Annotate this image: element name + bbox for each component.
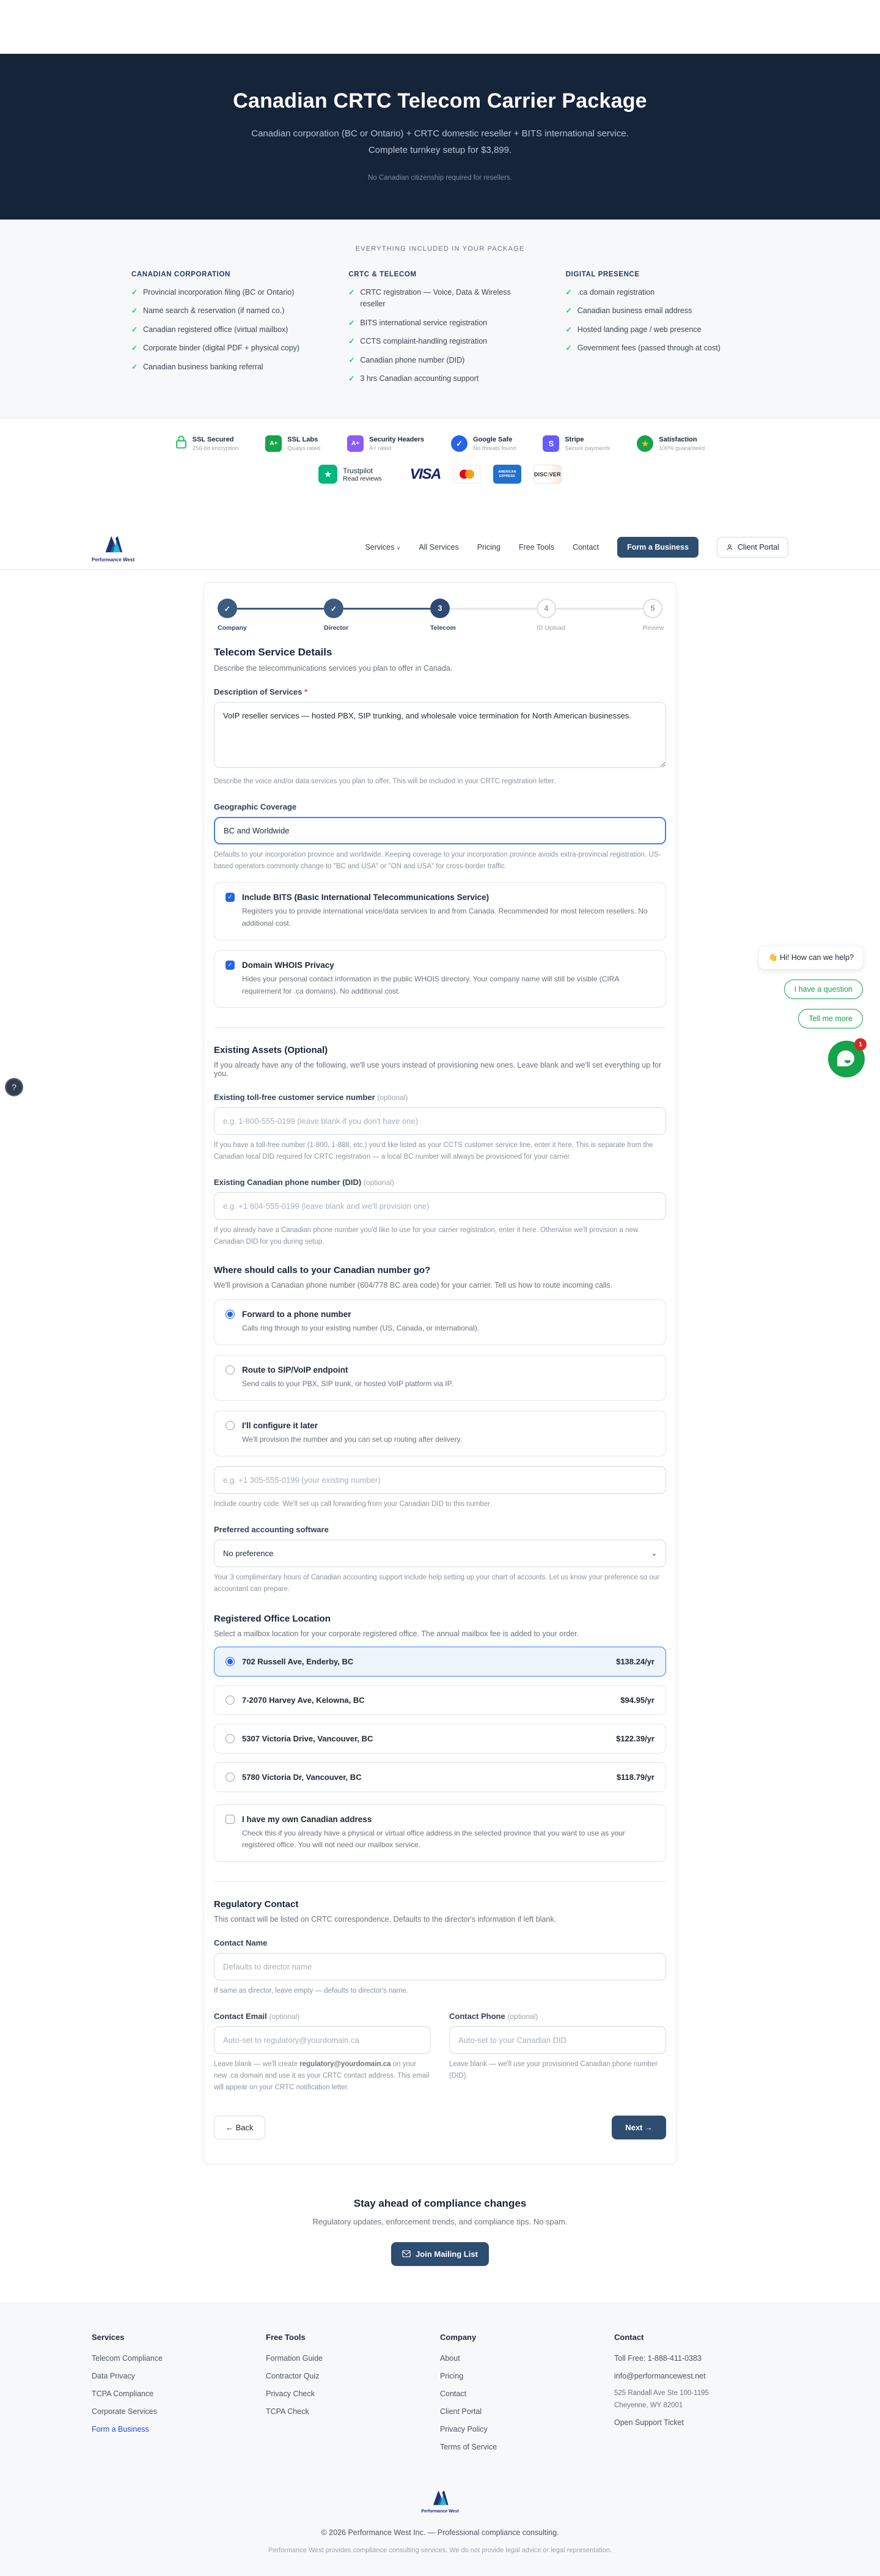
chat-launcher-button[interactable]	[828, 1041, 865, 1077]
regulatory-subtitle: This contact will be listed on CRTC correspondence. Defaults to the director's information if left blank.	[214, 1915, 557, 1924]
tollfree-input[interactable]	[214, 1107, 666, 1135]
whois-checkbox-card[interactable]	[214, 950, 666, 1008]
included-column-corporation	[131, 271, 314, 391]
included-item: ✓ CRTC registration — Voice, Data & Wireless reseller	[348, 287, 531, 311]
mountain-logo-icon	[101, 533, 125, 556]
included-item: ✓ Government fees (passed through at cost)	[566, 342, 749, 354]
included-item: ✓ CCTS complaint-handling registration	[348, 336, 531, 347]
badge-stripe: S Stripe Secure payments	[543, 435, 610, 452]
step-connector	[450, 608, 537, 610]
step-director[interactable]: ✓	[324, 599, 343, 618]
join-mailing-list-button[interactable]: Join Mailing List	[391, 2242, 489, 2266]
step-company[interactable]: ✓	[218, 599, 237, 618]
step-label: Director	[324, 624, 349, 632]
step-label: Telecom	[430, 624, 456, 632]
accounting-value: No preference	[223, 1548, 274, 1558]
check-icon: ✓	[565, 325, 572, 334]
contact-phone-help: Leave blank — we'll use your provisioned Canadian phone number (DID).	[449, 2061, 658, 2080]
chat-unread-badge: 1	[854, 1038, 867, 1050]
footer-copyright: © 2026 Performance West Inc. — Professional compliance consulting.	[321, 2528, 559, 2537]
contact-email-help: Leave blank — we'll create regulatory@yourdomain.ca on your new .ca domain and use it as your CRTC contact address. This email will appear on your CRTC notification letter.	[214, 2061, 430, 2092]
badge-ssl-labs: A+ SSL Labs Qualys rated	[265, 435, 320, 452]
step-id-upload[interactable]: 4	[537, 599, 556, 618]
routing-option-sip[interactable]: Route to SIP/VoIP endpoint Send calls to your PBX, SIP trunk, or hosted VoIP platform via IP.	[214, 1355, 666, 1401]
form-subtitle: Describe the telecommunications services you plan to offer in Canada.	[214, 664, 453, 673]
coverage-input[interactable]	[214, 817, 666, 844]
bits-checkbox-card[interactable]	[214, 882, 666, 940]
footer-link[interactable]: About	[440, 2353, 460, 2363]
step-label: ID Upload	[537, 624, 565, 632]
checkbox-checked-icon[interactable]: ✓	[226, 961, 235, 970]
check-icon: ✓	[131, 325, 138, 334]
coverage-help: Defaults to your incorporation province and worldwide. Keeping coverage to your incorporation province avoids extra-provincial registration. US-based operators commonly change to "BC and USA" or "ON and USA" for cross-border traffic.	[214, 851, 661, 871]
hero-note: No Canadian citizenship required for resellers.	[368, 174, 512, 182]
telecom-form-card	[204, 582, 676, 2165]
bits-desc: Registers you to provide international voice/data services to and from Canada. Recommended for most telecom resellers. No additional cost.	[242, 907, 648, 928]
chat-quick-reply-question[interactable]: I have a question	[784, 980, 863, 999]
nav-free-tools[interactable]: Free Tools	[518, 543, 555, 552]
did-help: If you already have a Canadian phone number you'd like to use for your carrier registration, enter it here. Otherwise we'll provision a new Canadian DID for you during setup.	[214, 1227, 639, 1246]
section-divider	[214, 1027, 666, 1028]
footer-link[interactable]: Formation Guide	[266, 2353, 323, 2363]
forward-number-help: Include country code. We'll set up call forwarding from your Canadian DID to this number.	[214, 1500, 492, 1508]
required-asterisk: *	[304, 687, 308, 697]
footer-link[interactable]: TCPA Compliance	[92, 2389, 154, 2398]
footer-link[interactable]: Privacy Check	[266, 2389, 315, 2398]
included-item: ✓ Hosted landing page / web presence	[566, 324, 749, 336]
included-item: ✓ Canadian phone number (DID)	[348, 355, 531, 366]
mailing-list-section	[0, 2165, 880, 2303]
column-title: DIGITAL PRESENCE	[565, 271, 640, 278]
included-item: ✓ Canadian business banking referral	[131, 361, 314, 373]
nav-contact[interactable]: Contact	[573, 543, 600, 552]
accounting-select[interactable]	[214, 1540, 666, 1567]
office-subtitle: Select a mailbox location for your corporate registered office. The annual mailbox fee is added to your order.	[214, 1629, 579, 1638]
trustpilot-badge[interactable]: ★ Trustpilot Read reviews	[318, 465, 382, 484]
footer-link[interactable]: Privacy Policy	[440, 2424, 488, 2434]
footer-link[interactable]: Corporate Services	[92, 2407, 157, 2416]
chevron-down-icon: ⌄	[651, 1549, 657, 1557]
footer-email[interactable]: info@performancewest.net	[614, 2371, 706, 2380]
check-icon: ✓	[565, 288, 572, 297]
contact-email-input[interactable]	[214, 2026, 431, 2054]
coverage-label: Geographic Coverage	[214, 802, 297, 812]
footer-link-form-a-business[interactable]: Form a Business	[92, 2424, 149, 2434]
check-icon: ✓	[565, 344, 572, 353]
ssl-labs-icon: A+	[265, 435, 282, 452]
trustpilot-star-icon: ★	[318, 465, 337, 484]
badge-ssl-secured: SSL Secured 256-bit encryption	[175, 435, 239, 452]
brand-logo[interactable]	[92, 533, 134, 563]
shield-check-icon: ✓	[451, 435, 468, 452]
stripe-icon: S	[543, 435, 559, 452]
security-headers-icon: A+	[347, 435, 364, 452]
own-address-checkbox-card[interactable]: I have my own Canadian address Check this if you already have a physical or virtual office address in the selected province that you want to use as your registered office. You will not need our mailbox service.	[214, 1804, 666, 1862]
footer-disclaimer: Performance West provides compliance consulting services. We do not provide legal advice or legal representation.	[268, 2546, 612, 2554]
included-item: ✓ BITS international service registration	[348, 317, 531, 329]
radio-icon[interactable]	[226, 1773, 235, 1782]
star-icon: ★	[637, 435, 653, 452]
routing-option-later[interactable]: I'll configure it later We'll provision the number and you can set up routing after delivery.	[214, 1411, 666, 1456]
radio-icon[interactable]	[226, 1421, 235, 1430]
description-label: Description of Services *	[214, 687, 308, 697]
footer-link[interactable]: Pricing	[440, 2371, 464, 2380]
footer-tollfree[interactable]: Toll Free: 1-888-411-0383	[614, 2353, 702, 2363]
radio-selected-icon[interactable]	[226, 1657, 235, 1666]
back-button[interactable]: ← Back	[214, 2116, 265, 2139]
nav-services[interactable]: Services ∨	[365, 543, 401, 552]
footer-link[interactable]: Data Privacy	[92, 2371, 135, 2380]
assets-title: Existing Assets (Optional)	[214, 1045, 328, 1056]
progress-steps	[214, 599, 666, 632]
step-connector	[556, 608, 643, 610]
office-price: $138.24/yr	[616, 1656, 654, 1666]
form-a-business-button[interactable]: Form a Business	[617, 537, 698, 558]
chevron-down-icon: ∨	[396, 545, 401, 552]
chat-bubble-icon	[837, 1050, 854, 1066]
footer-column-company: Company About Pricing Contact Client Portal Privacy Policy Terms of Service	[440, 2333, 614, 2460]
radio-icon[interactable]	[226, 1696, 235, 1705]
badge-security-headers: A+ Security Headers A+ rated	[347, 435, 424, 452]
included-heading: EVERYTHING INCLUDED IN YOUR PACKAGE	[355, 245, 525, 253]
check-icon: ✓	[131, 306, 138, 316]
mailing-title: Stay ahead of compliance changes	[353, 2197, 527, 2209]
badge-google-safe: ✓ Google Safe No threats found	[451, 435, 516, 452]
office-price: $118.79/yr	[616, 1772, 654, 1782]
check-icon: ✓	[131, 362, 138, 371]
column-title: CRTC & TELECOM	[348, 271, 417, 278]
check-icon: ✓	[348, 355, 355, 364]
footer-logo	[421, 2487, 458, 2514]
mail-icon	[402, 2250, 411, 2257]
check-icon: ✓	[348, 337, 355, 346]
brand-name: Performance West	[92, 556, 135, 563]
check-icon: ✓	[131, 288, 138, 297]
included-column-crtc	[348, 271, 531, 391]
included-column-digital	[566, 271, 749, 391]
contact-name-label: Contact Name	[214, 1938, 268, 1948]
description-help: Describe the voice and/or data services you plan to offer. This will be included in your CRTC registration letter.	[214, 778, 556, 786]
whois-label: Domain WHOIS Privacy	[242, 960, 334, 970]
footer-link[interactable]: TCPA Check	[266, 2407, 309, 2416]
next-button[interactable]: Next →	[612, 2116, 666, 2139]
footer-link[interactable]: Telecom Compliance	[92, 2353, 163, 2363]
badge-satisfaction: ★ Satisfaction 100% guaranteed	[637, 435, 705, 452]
step-label: Company	[218, 624, 247, 632]
tollfree-help: If you have a toll-free number (1-800, 1-888, etc.) you'd like listed as your CCTS customer service line, enter it here. This is separate from the Canadian local DID required for CRTC registration — a local BC number will always be provisioned for your carrier.	[214, 1142, 653, 1161]
footer-column-contact: Contact Toll Free: 1-888-411-0383 info@performancewest.net 525 Randall Ave Ste 100-1195 Cheyenne, WY 82001 Open Support Ticket	[614, 2333, 788, 2460]
office-option-kelowna[interactable]: 7-2070 Harvey Ave, Kelowna, BC $94.95/yr	[214, 1685, 666, 1715]
nav-all-services[interactable]: All Services	[419, 543, 459, 552]
section-divider	[214, 1881, 666, 1882]
check-icon: ✓	[348, 288, 355, 297]
included-item: ✓ Corporate binder (digital PDF + physical copy)	[131, 342, 314, 354]
included-item: ✓ 3 hrs Canadian accounting support	[348, 373, 531, 385]
included-item: ✓ Provincial incorporation filing (BC or Ontario)	[131, 287, 314, 298]
tollfree-label: Existing toll-free customer service number (optional)	[214, 1093, 408, 1102]
form-title: Telecom Service Details	[214, 646, 332, 659]
office-option-enderby[interactable]: 702 Russell Ave, Enderby, BC $138.24/yr	[214, 1647, 666, 1677]
accounting-label: Preferred accounting software	[214, 1524, 329, 1534]
routing-option-forward[interactable]: Forward to a phone number Calls ring through to your existing number (US, Canada, or international).	[214, 1299, 666, 1345]
accessibility-help-button[interactable]: ?	[5, 1078, 23, 1096]
footer-address-line: 525 Randall Ave Ste 100-1195	[614, 2389, 709, 2397]
hero-subtitle: Canadian corporation (BC or Ontario) + CRTC domestic reseller + BITS international service. Complete turnkey setup for $3,899.	[251, 128, 629, 155]
did-input[interactable]	[214, 1192, 666, 1220]
whois-desc: Hides your personal contact information in the public WHOIS directory. Your company name will still be visible (CIRA requirement for .ca domains). No additional cost.	[242, 974, 619, 995]
check-icon: ✓	[348, 318, 355, 327]
routing-subtitle: We'll provision a Canadian phone number (604/778 BC area code) for your carrier. Tell us how to route incoming calls.	[214, 1281, 613, 1290]
hero	[0, 54, 880, 220]
office-price: $122.39/yr	[616, 1733, 654, 1743]
regulatory-title: Regulatory Contact	[214, 1899, 299, 1910]
lock-icon	[175, 435, 187, 452]
mastercard-logo	[453, 465, 481, 484]
discover-logo: DISC VER	[534, 465, 562, 484]
mountain-logo-icon	[429, 2487, 451, 2508]
included-item: ✓ .ca domain registration	[566, 287, 749, 298]
chat-greeting-bubble: 👋 Hi! How can we help?	[759, 947, 863, 969]
footer	[0, 2303, 880, 2576]
visa-logo: VISA	[409, 465, 441, 482]
person-icon	[726, 544, 733, 551]
footer-link[interactable]: Contact	[440, 2389, 467, 2398]
contact-email-label: Contact Email (optional)	[214, 2012, 300, 2021]
radio-selected-icon[interactable]	[226, 1310, 235, 1319]
did-label: Existing Canadian phone number (DID) (optional)	[214, 1178, 394, 1187]
chat-quick-reply-more[interactable]: Tell me more	[798, 1009, 863, 1028]
footer-address-line: Cheyenne, WY 82001	[614, 2401, 683, 2409]
office-option-victoria-drive[interactable]: 5307 Victoria Drive, Vancouver, BC $122.39/yr	[214, 1724, 666, 1754]
office-price: $94.95/yr	[620, 1695, 654, 1705]
check-icon: ✓	[348, 374, 355, 383]
office-option-victoria-dr[interactable]: 5780 Victoria Dr, Vancouver, BC $118.79/yr	[214, 1762, 666, 1792]
bits-label: Include BITS (Basic International Telecommunications Service)	[242, 893, 490, 902]
footer-column-free-tools: Free Tools Formation Guide Contractor Quiz Privacy Check TCPA Check	[266, 2333, 440, 2460]
step-review[interactable]: 5	[643, 599, 662, 618]
hero-title: Canadian CRTC Telecom Carrier Package	[233, 89, 647, 113]
included-item: ✓ Canadian business email address	[566, 305, 749, 317]
footer-link[interactable]: Contractor Quiz	[266, 2371, 320, 2380]
column-title: CANADIAN CORPORATION	[131, 271, 230, 278]
radio-icon[interactable]	[226, 1734, 235, 1743]
radio-icon[interactable]	[226, 1365, 235, 1375]
check-icon: ✓	[565, 306, 572, 316]
routing-title: Where should calls to your Canadian number go?	[214, 1265, 431, 1276]
footer-column-services: Services Telecom Compliance Data Privacy TCPA Compliance Corporate Services Form a Business	[92, 2333, 266, 2460]
step-connector	[343, 608, 430, 610]
navbar	[0, 525, 880, 570]
contact-name-input[interactable]	[214, 1953, 666, 1980]
mailing-subtitle: Regulatory updates, enforcement trends, and compliance tips. No spam.	[312, 2216, 568, 2226]
step-connector	[237, 608, 324, 610]
forward-number-input[interactable]	[214, 1466, 666, 1494]
nav-pricing[interactable]: Pricing	[477, 543, 501, 552]
footer-link[interactable]: Terms of Service	[440, 2442, 497, 2451]
footer-link[interactable]: Client Portal	[440, 2407, 482, 2416]
package-included-section	[0, 220, 880, 418]
office-title: Registered Office Location	[214, 1613, 331, 1624]
top-spacer	[0, 0, 880, 54]
contact-name-help: If same as director, leave empty — defaults to director's name.	[214, 1987, 408, 1995]
description-textarea[interactable]	[214, 702, 666, 768]
footer-support-ticket[interactable]: Open Support Ticket	[614, 2418, 684, 2427]
client-portal-button[interactable]: Client Portal	[717, 537, 788, 558]
assets-subtitle: If you already have any of the following, we'll use yours instead of provisioning new ones. Leave blank and we'll set everything up for you.	[214, 1061, 662, 1079]
contact-phone-label: Contact Phone (optional)	[449, 2012, 538, 2021]
step-label: Review	[643, 624, 664, 632]
included-item: ✓ Canadian registered office (virtual mailbox)	[131, 324, 314, 336]
accounting-help: Your 3 complimentary hours of Canadian accounting support include help setting up your chart of accounts. Let us know your preference so our accountant can prepare.	[214, 1573, 659, 1593]
checkbox-unchecked-icon[interactable]	[226, 1815, 235, 1824]
check-icon: ✓	[131, 344, 138, 353]
step-telecom[interactable]: 3	[430, 599, 450, 618]
contact-phone-input[interactable]	[449, 2026, 666, 2054]
checkbox-checked-icon[interactable]: ✓	[226, 893, 235, 902]
amex-logo: AMERICAN EXPRESS	[493, 465, 521, 484]
included-item: ✓ Name search & reservation (if named co.)	[131, 305, 314, 317]
trust-badges-section	[0, 418, 880, 496]
footer-brand-name: Performance West	[421, 2509, 459, 2514]
